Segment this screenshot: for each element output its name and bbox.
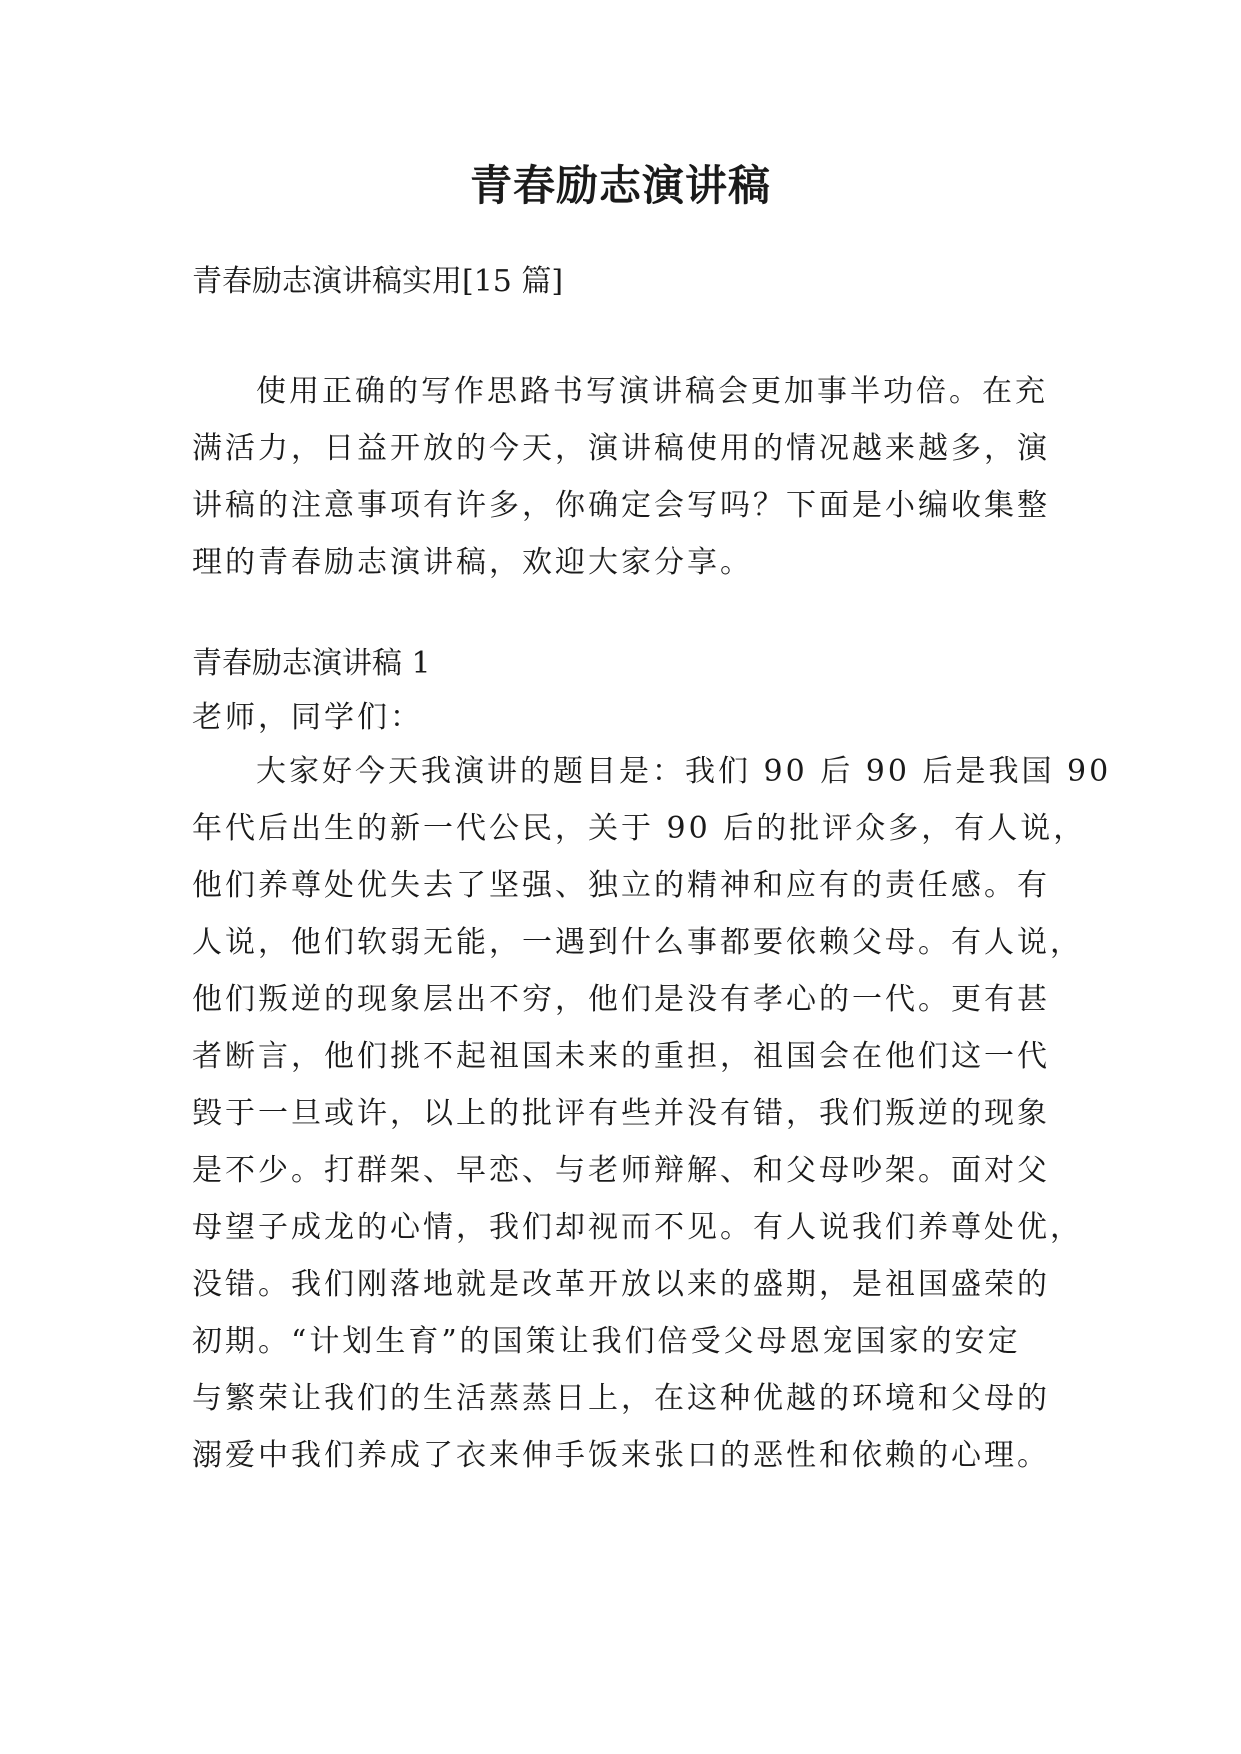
- intro-line: 满活力，日益开放的今天，演讲稿使用的情况越来越多，演: [192, 431, 1050, 466]
- speech-line: 人说，他们软弱无能，一遇到什么事都要依赖父母。有人说，: [192, 925, 1083, 960]
- document-title: 青春励志演讲稿: [469, 161, 771, 210]
- speech-line: 年代后出生的新一代公民，关于 90 后的批评众多，有人说，: [192, 811, 1087, 846]
- speech-line: 是不少。打群架、早恋、与老师辩解、和父母吵架。面对父: [192, 1153, 1050, 1188]
- intro-line: 讲稿的注意事项有许多，你确定会写吗？下面是小编收集整: [192, 488, 1050, 523]
- speech-line: 大家好今天我演讲的题目是：我们 90 后 90 后是我国 90: [256, 754, 1112, 789]
- intro-line: 使用正确的写作思路书写演讲稿会更加事半功倍。在充: [256, 374, 1048, 409]
- salutation: 老师，同学们：: [192, 700, 423, 735]
- speech-line: 溺爱中我们养成了衣来伸手饭来张口的恶性和依赖的心理。: [192, 1438, 1050, 1473]
- speech-line: 他们叛逆的现象层出不穷，他们是没有孝心的一代。更有甚: [192, 982, 1050, 1017]
- section-heading: 青春励志演讲稿 1: [192, 646, 431, 681]
- speech-line: 毁于一旦或许，以上的批评有些并没有错，我们叛逆的现象: [192, 1096, 1050, 1131]
- speech-line: 初期。“计划生育”的国策让我们倍受父母恩宠国家的安定: [192, 1324, 1021, 1359]
- intro-line: 理的青春励志演讲稿，欢迎大家分享。: [192, 545, 753, 580]
- speech-line: 没错。我们刚落地就是改革开放以来的盛期，是祖国盛荣的: [192, 1267, 1050, 1302]
- speech-line: 母望子成龙的心情，我们却视而不见。有人说我们养尊处优，: [192, 1210, 1083, 1245]
- speech-line: 者断言，他们挑不起祖国未来的重担，祖国会在他们这一代: [192, 1039, 1050, 1074]
- speech-line: 他们养尊处优失去了坚强、独立的精神和应有的责任感。有: [192, 868, 1050, 903]
- document-subtitle: 青春励志演讲稿实用[15 篇]: [192, 264, 564, 299]
- speech-line: 与繁荣让我们的生活蒸蒸日上，在这种优越的环境和父母的: [192, 1381, 1050, 1416]
